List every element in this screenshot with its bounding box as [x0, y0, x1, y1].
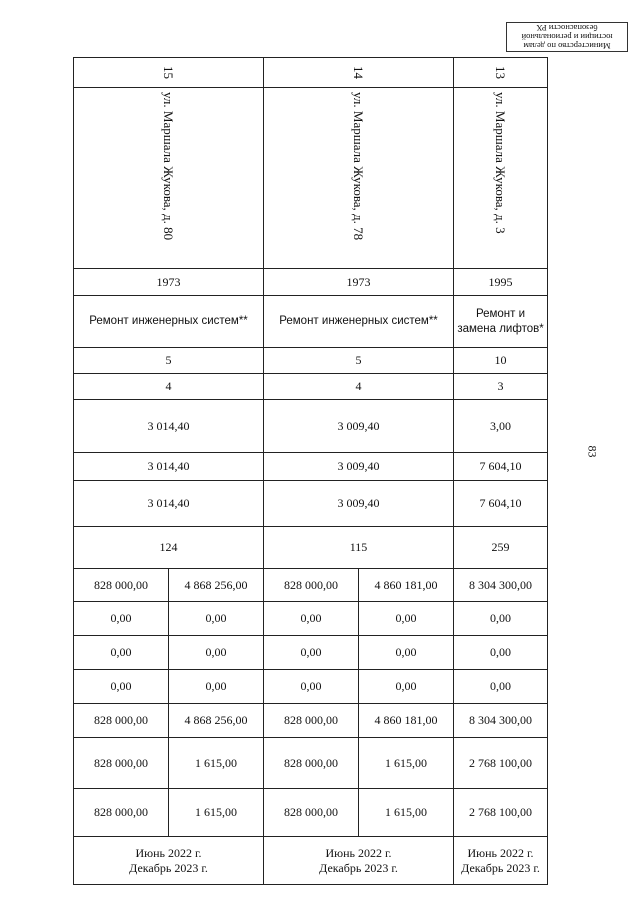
cost-cell: 0,00 [264, 602, 359, 636]
value-cell: 5 [74, 348, 264, 374]
table-row [74, 738, 548, 789]
table-row [74, 88, 548, 269]
cost-cell: 8 304 300,00 [454, 569, 548, 602]
row-number-cell: 15 [74, 58, 264, 88]
cost-cell: 0,00 [454, 670, 548, 704]
row-number-cell: 13 [454, 58, 548, 88]
table-row [74, 348, 548, 374]
cost-cell: 2 768 100,00 [454, 738, 548, 789]
area-cell: 3 014,40 [74, 400, 264, 453]
schedule-cell [264, 837, 454, 885]
cost-cell: 0,00 [169, 636, 264, 670]
cost-cell: 2 768 100,00 [454, 789, 548, 837]
residents-cell: 259 [454, 527, 548, 569]
cost-cell: 828 000,00 [264, 738, 359, 789]
schedule-cell [454, 837, 548, 885]
cost-cell: 828 000,00 [74, 704, 169, 738]
value-cell: 5 [264, 348, 454, 374]
page-number: 83 [585, 445, 600, 458]
cost-cell: 0,00 [169, 670, 264, 704]
work-type-cell: Ремонт и замена лифтов* [454, 296, 548, 348]
area-cell: 3 014,40 [74, 453, 264, 481]
cost-cell: 828 000,00 [264, 789, 359, 837]
table-row [74, 481, 548, 527]
area-cell: 3 009,40 [264, 453, 454, 481]
cost-cell: 1 615,00 [359, 789, 454, 837]
year-cell: 1973 [264, 269, 454, 296]
cost-cell: 4 860 181,00 [359, 569, 454, 602]
table-row [74, 569, 548, 602]
value-cell: 4 [74, 374, 264, 400]
table-row [74, 374, 548, 400]
start-date: Июнь 2022 г. [325, 845, 392, 860]
table-row [74, 269, 548, 296]
value-cell: 4 [264, 374, 454, 400]
cost-cell: 828 000,00 [264, 704, 359, 738]
cost-cell: 828 000,00 [264, 569, 359, 602]
cost-cell: 0,00 [169, 602, 264, 636]
schedule-cell [74, 837, 264, 885]
year-cell: 1995 [454, 269, 548, 296]
start-date: Июнь 2022 г. [467, 845, 534, 860]
end-date: Декабрь 2023 г. [129, 860, 208, 875]
cost-cell: 4 860 181,00 [359, 704, 454, 738]
area-cell: 3 014,40 [74, 481, 264, 527]
cost-cell: 828 000,00 [74, 789, 169, 837]
cost-cell: 828 000,00 [74, 738, 169, 789]
end-date: Декабрь 2023 г. [461, 860, 540, 875]
cost-cell: 0,00 [74, 670, 169, 704]
table-row [74, 636, 548, 670]
area-cell: 3 009,40 [264, 400, 454, 453]
cost-cell: 0,00 [264, 670, 359, 704]
year-cell: 1973 [74, 269, 264, 296]
address-cell: ул. Маршала Жукова, д. 3 [454, 88, 548, 269]
cost-cell: 4 868 256,00 [169, 569, 264, 602]
cost-cell: 828 000,00 [74, 569, 169, 602]
cost-cell: 0,00 [74, 602, 169, 636]
stamp-line: юстиции и региональной [521, 32, 613, 42]
table-row [74, 602, 548, 636]
cost-cell: 1 615,00 [359, 738, 454, 789]
table-row [74, 453, 548, 481]
cost-cell: 0,00 [264, 636, 359, 670]
area-cell: 3,00 [454, 400, 548, 453]
stamp-line: безопасности РХ [536, 23, 598, 33]
cost-cell: 0,00 [359, 602, 454, 636]
work-type-cell: Ремонт инженерных систем** [74, 296, 264, 348]
cost-cell: 8 304 300,00 [454, 704, 548, 738]
cost-cell: 4 868 256,00 [169, 704, 264, 738]
table-row [74, 670, 548, 704]
table-row [74, 527, 548, 569]
cost-cell: 0,00 [454, 636, 548, 670]
table-row [74, 400, 548, 453]
table-row [74, 789, 548, 837]
cost-cell: 0,00 [454, 602, 548, 636]
cost-cell: 1 615,00 [169, 738, 264, 789]
area-cell: 7 604,10 [454, 481, 548, 527]
table-row [74, 837, 548, 885]
row-number-cell: 14 [264, 58, 454, 88]
table-row [74, 58, 548, 88]
registration-stamp [506, 22, 628, 52]
stamp-line: Министерство по делам [523, 41, 611, 51]
area-cell: 3 009,40 [264, 481, 454, 527]
cost-cell: 0,00 [74, 636, 169, 670]
cost-cell: 1 615,00 [169, 789, 264, 837]
housing-repair-table [73, 57, 548, 885]
table-row [74, 704, 548, 738]
residents-cell: 124 [74, 527, 264, 569]
area-cell: 7 604,10 [454, 453, 548, 481]
start-date: Июнь 2022 г. [135, 845, 202, 860]
cost-cell: 0,00 [359, 636, 454, 670]
value-cell: 10 [454, 348, 548, 374]
address-cell: ул. Маршала Жукова, д. 78 [264, 88, 454, 269]
cost-cell: 0,00 [359, 670, 454, 704]
table-row [74, 296, 548, 348]
end-date: Декабрь 2023 г. [319, 860, 398, 875]
work-type-cell: Ремонт инженерных систем** [264, 296, 454, 348]
residents-cell: 115 [264, 527, 454, 569]
address-cell: ул. Маршала Жукова, д. 80 [74, 88, 264, 269]
value-cell: 3 [454, 374, 548, 400]
